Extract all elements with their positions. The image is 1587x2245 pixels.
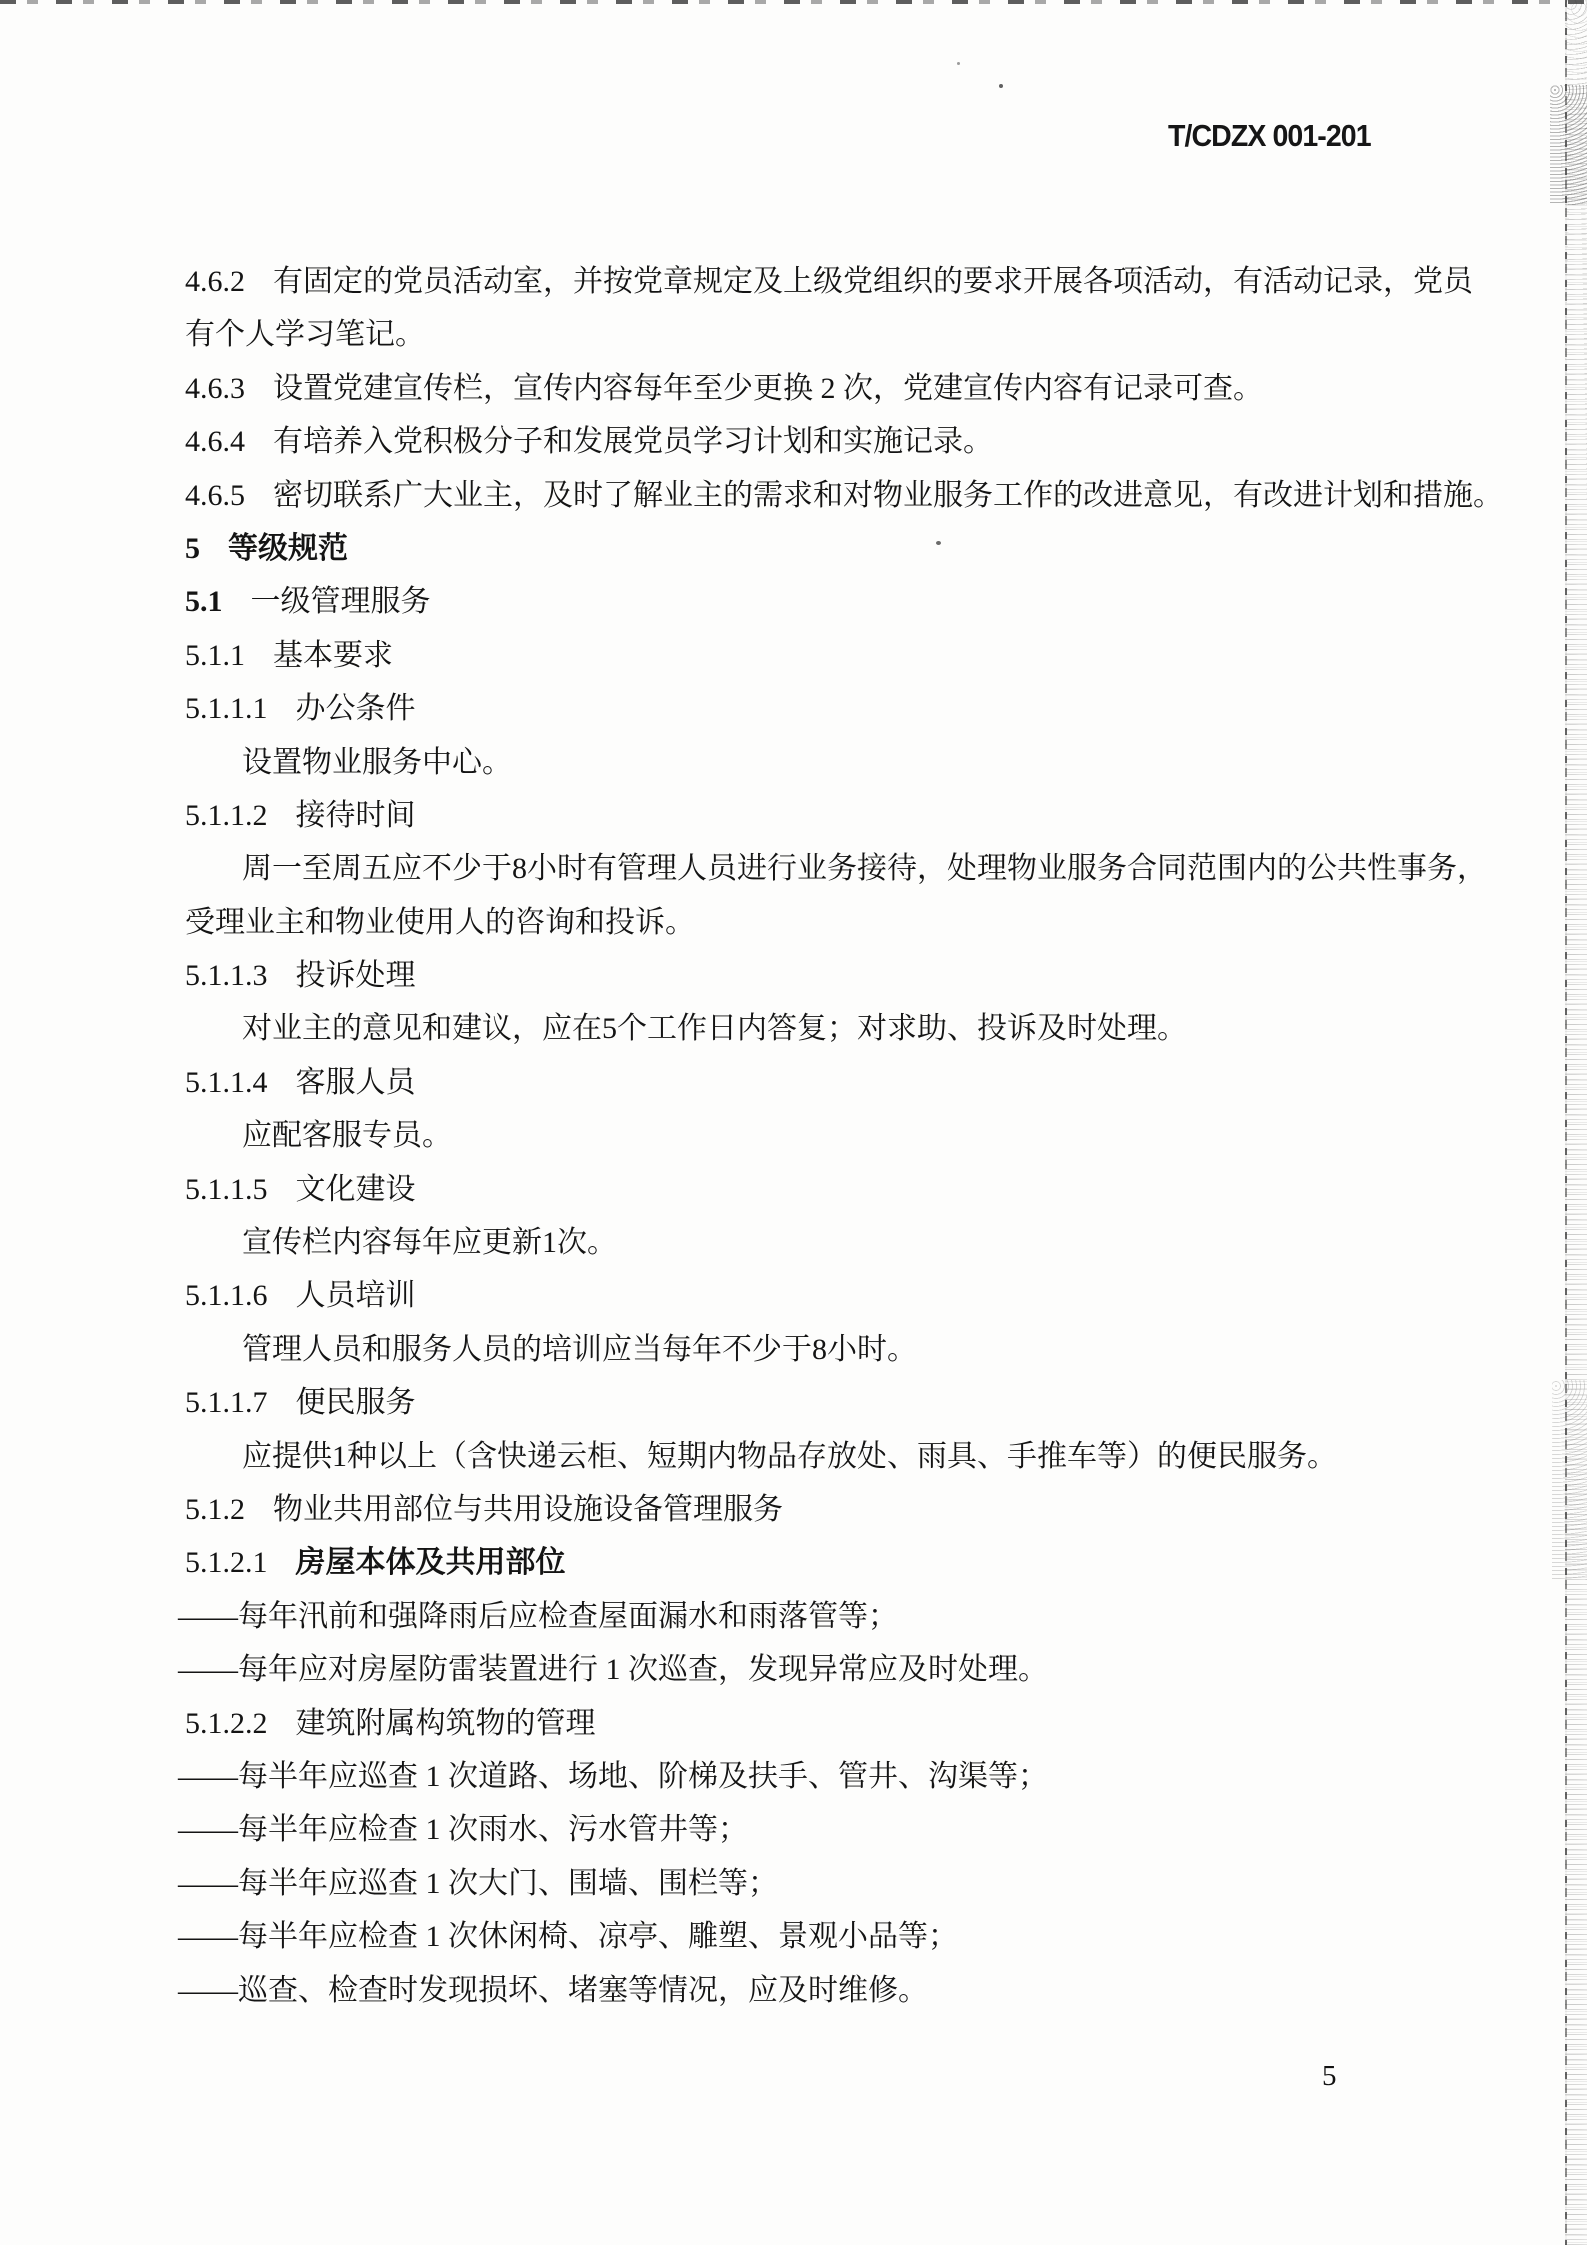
clause-4-6-3 <box>185 362 1475 415</box>
heading-5-1-1-2 <box>185 789 1475 842</box>
paragraph <box>242 1002 1475 1055</box>
heading-text: 投诉处理 <box>295 959 416 993</box>
heading-5-1-1-4 <box>185 1056 1475 1109</box>
list-item-text: ——每半年应检查 1 次雨水、污水管井等； <box>178 1813 748 1847</box>
clause-number: 5.1.1.2 <box>185 798 268 832</box>
heading-text: 人员培训 <box>295 1279 416 1313</box>
clause-number: 5 <box>185 531 200 565</box>
scan-artifact-blotch <box>1550 85 1587 205</box>
clause-number: 5.1.2.1 <box>185 1546 268 1580</box>
clause-4-6-5 <box>185 469 1503 522</box>
document-code: T/CDZX 001-201 <box>1168 118 1371 153</box>
paragraph <box>242 1216 1475 1269</box>
heading-5-1-1-7 <box>185 1376 1475 1429</box>
paragraph-text: 对业主的意见和建议，应在5个工作日内答复；对求助、投诉及时处理。 <box>242 1012 1187 1046</box>
clause-text: 有个人学习笔记。 <box>185 318 425 352</box>
list-item-text: ——巡查、检查时发现损坏、堵塞等情况，应及时维修。 <box>178 1973 928 2007</box>
document-body <box>178 255 1503 2017</box>
list-item-text: ——每年汛前和强降雨后应检查屋面漏水和雨落管等； <box>178 1599 898 1633</box>
heading-5-1-2-2 <box>185 1697 1475 1750</box>
clause-number: 5.1.1.3 <box>185 959 268 993</box>
list-item <box>178 1643 1475 1696</box>
list-item <box>178 1910 1475 1963</box>
clause-text: 有固定的党员活动室，并按党章规定及上级党组织的要求开展各项活动，有活动记录，党员 <box>273 265 1473 298</box>
clause-number: 5.1.2.2 <box>185 1706 268 1740</box>
clause-text: 有培养入党积极分子和发展党员学习计划和实施记录。 <box>273 425 993 459</box>
heading-text: 文化建设 <box>295 1172 416 1206</box>
clause-number: 4.6.4 <box>185 425 245 459</box>
list-item <box>178 1964 1475 2017</box>
heading-5-1-1-6 <box>185 1269 1475 1322</box>
list-item <box>178 1750 1475 1803</box>
heading-5-1-1-3 <box>185 949 1475 1002</box>
clause-number: 5.1.1 <box>185 638 245 672</box>
heading-text: 物业共用部位与共用设施设备管理服务 <box>273 1492 783 1526</box>
clause-4-6-2-continuation <box>185 308 1475 361</box>
heading-text: 基本要求 <box>273 638 393 672</box>
clause-number: 5.1.2 <box>185 1492 245 1526</box>
clause-number: 5.1.1.5 <box>185 1172 268 1206</box>
heading-text: 一级管理服务 <box>250 585 431 619</box>
scan-artifact-top-edge <box>0 0 1587 4</box>
scan-speck <box>957 62 960 65</box>
clause-4-6-2 <box>185 255 1475 308</box>
clause-number: 5.1.1.1 <box>185 692 268 726</box>
heading-5-1-1 <box>185 629 1475 682</box>
clause-number: 5.1.1.4 <box>185 1065 268 1099</box>
heading-5-1-2-1 <box>185 1536 1475 1589</box>
paragraph-text: 宣传栏内容每年应更新1次。 <box>242 1226 617 1260</box>
paragraph-text: 管理人员和服务人员的培训应当每年不少于8小时。 <box>242 1332 917 1366</box>
paragraph-text: 设置物业服务中心。 <box>242 745 512 779</box>
clause-number: 5.1.1.7 <box>185 1386 268 1420</box>
scan-artifact-right-noise <box>1565 0 1587 2245</box>
scan-speck <box>999 84 1003 88</box>
clause-number: 5.1 <box>185 585 223 619</box>
clause-number: 4.6.2 <box>185 265 245 298</box>
heading-5-1-1-5 <box>185 1163 1475 1216</box>
clause-number: 4.6.3 <box>185 371 245 405</box>
paragraph <box>242 1323 1475 1376</box>
list-item <box>178 1590 1475 1643</box>
heading-5-1 <box>185 575 1475 628</box>
paragraph <box>242 1109 1475 1162</box>
heading-text: 办公条件 <box>295 692 416 726</box>
scan-artifact-right-line <box>1565 0 1567 2245</box>
heading-text: 客服人员 <box>295 1065 416 1099</box>
paragraph-text: 应配客服专员。 <box>242 1119 452 1153</box>
heading-text: 房屋本体及共用部位 <box>295 1546 566 1580</box>
heading-5 <box>185 522 1475 575</box>
heading-text: 建筑附属构筑物的管理 <box>295 1706 596 1740</box>
paragraph-continuation <box>185 896 1475 949</box>
heading-text: 便民服务 <box>295 1386 416 1420</box>
clause-text: 设置党建宣传栏，宣传内容每年至少更换 2 次，党建宣传内容有记录可查。 <box>273 371 1263 405</box>
paragraph <box>242 1430 1475 1483</box>
page-number: 5 <box>1322 2060 1337 2092</box>
paragraph-text: 周一至周五应不少于8小时有管理人员进行业务接待，处理物业服务合同范围内的公共性事务， <box>242 852 1487 886</box>
paragraph-text: 应提供1种以上（含快递云柜、短期内物品存放处、雨具、手推车等）的便民服务。 <box>242 1439 1337 1473</box>
heading-5-1-2 <box>185 1483 1475 1536</box>
list-item <box>178 1803 1475 1856</box>
list-item-text: ——每半年应巡查 1 次大门、围墙、围栏等； <box>178 1866 778 1900</box>
clause-text: 密切联系广大业主，及时了解业主的需求和对物业服务工作的改进意见，有改进计划和措施。 <box>273 478 1503 512</box>
list-item <box>178 1857 1475 1910</box>
list-item-text: ——每年应对房屋防雷装置进行 1 次巡查，发现异常应及时处理。 <box>178 1653 1048 1687</box>
heading-text: 接待时间 <box>295 798 416 832</box>
paragraph <box>242 736 1475 789</box>
clause-4-6-4 <box>185 415 1475 468</box>
heading-5-1-1-1 <box>185 682 1475 735</box>
paragraph <box>242 842 1487 895</box>
heading-text: 等级规范 <box>228 531 348 565</box>
scan-artifact-blotch <box>1552 1380 1587 1580</box>
paragraph-text: 受理业主和物业使用人的咨询和投诉。 <box>185 905 695 939</box>
list-item-text: ——每半年应检查 1 次休闲椅、凉亭、雕塑、景观小品等； <box>178 1920 958 1954</box>
clause-number: 4.6.5 <box>185 478 245 512</box>
clause-number: 5.1.1.6 <box>185 1279 268 1313</box>
list-item-text: ——每半年应巡查 1 次道路、场地、阶梯及扶手、管井、沟渠等； <box>178 1759 1048 1793</box>
